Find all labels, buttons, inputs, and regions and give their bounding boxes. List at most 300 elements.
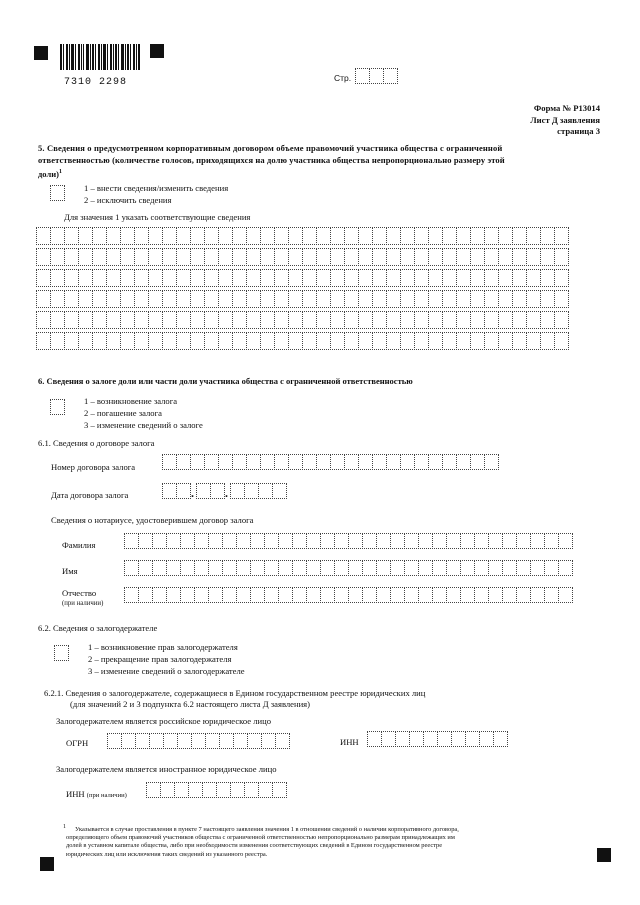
grid-cell[interactable] bbox=[218, 269, 233, 287]
input-cell[interactable] bbox=[152, 587, 167, 603]
input-cell[interactable] bbox=[502, 560, 517, 576]
inn-foreign-field[interactable] bbox=[146, 782, 286, 798]
input-cell[interactable] bbox=[414, 454, 429, 470]
input-cell[interactable] bbox=[348, 587, 363, 603]
grid-cell[interactable] bbox=[358, 227, 373, 245]
grid-cell[interactable] bbox=[456, 290, 471, 308]
input-cell[interactable] bbox=[446, 560, 461, 576]
input-cell[interactable] bbox=[376, 533, 391, 549]
grid-cell[interactable] bbox=[484, 248, 499, 266]
input-cell[interactable] bbox=[516, 587, 531, 603]
grid-cell[interactable] bbox=[526, 227, 541, 245]
grid-cell[interactable] bbox=[330, 311, 345, 329]
grid-cell[interactable] bbox=[274, 269, 289, 287]
grid-row[interactable] bbox=[36, 269, 568, 287]
grid-cell[interactable] bbox=[386, 269, 401, 287]
input-cell[interactable] bbox=[124, 560, 139, 576]
input-cell[interactable] bbox=[344, 454, 359, 470]
grid-cell[interactable] bbox=[232, 248, 247, 266]
grid-cell[interactable] bbox=[190, 269, 205, 287]
input-cell[interactable] bbox=[124, 533, 139, 549]
input-cell[interactable] bbox=[530, 560, 545, 576]
grid-cell[interactable] bbox=[92, 269, 107, 287]
grid-cell[interactable] bbox=[92, 248, 107, 266]
grid-row[interactable] bbox=[36, 311, 568, 329]
grid-cell[interactable] bbox=[372, 290, 387, 308]
grid-cell[interactable] bbox=[246, 227, 261, 245]
input-cell[interactable] bbox=[404, 587, 419, 603]
grid-cell[interactable] bbox=[218, 290, 233, 308]
input-cell[interactable] bbox=[558, 533, 573, 549]
grid-cell[interactable] bbox=[148, 248, 163, 266]
input-cell[interactable] bbox=[232, 454, 247, 470]
input-cell[interactable] bbox=[278, 587, 293, 603]
grid-cell[interactable] bbox=[400, 269, 415, 287]
grid-cell[interactable] bbox=[344, 290, 359, 308]
grid-cell[interactable] bbox=[64, 311, 79, 329]
input-cell[interactable] bbox=[362, 560, 377, 576]
grid-cell[interactable] bbox=[428, 311, 443, 329]
input-cell[interactable] bbox=[292, 587, 307, 603]
grid-cell[interactable] bbox=[554, 227, 569, 245]
grid-cell[interactable] bbox=[162, 290, 177, 308]
grid-cell[interactable] bbox=[470, 269, 485, 287]
grid-cell[interactable] bbox=[498, 290, 513, 308]
grid-cell[interactable] bbox=[204, 248, 219, 266]
patronymic-field[interactable] bbox=[124, 587, 572, 603]
grid-cell[interactable] bbox=[176, 332, 191, 350]
input-cell[interactable] bbox=[334, 587, 349, 603]
grid-cell[interactable] bbox=[498, 269, 513, 287]
grid-cell[interactable] bbox=[106, 269, 121, 287]
grid-cell[interactable] bbox=[470, 248, 485, 266]
input-cell[interactable] bbox=[400, 454, 415, 470]
input-cell[interactable] bbox=[292, 560, 307, 576]
grid-cell[interactable] bbox=[120, 332, 135, 350]
input-cell[interactable] bbox=[320, 587, 335, 603]
grid-cell[interactable] bbox=[64, 269, 79, 287]
input-cell[interactable] bbox=[138, 533, 153, 549]
grid-cell[interactable] bbox=[204, 269, 219, 287]
input-cell[interactable] bbox=[320, 560, 335, 576]
grid-cell[interactable] bbox=[64, 248, 79, 266]
grid-cell[interactable] bbox=[134, 248, 149, 266]
grid-cell[interactable] bbox=[540, 269, 555, 287]
grid-cell[interactable] bbox=[526, 332, 541, 350]
input-cell[interactable] bbox=[372, 454, 387, 470]
grid-cell[interactable] bbox=[344, 311, 359, 329]
grid-cell[interactable] bbox=[64, 332, 79, 350]
input-cell[interactable] bbox=[390, 533, 405, 549]
input-cell[interactable] bbox=[316, 454, 331, 470]
input-cell[interactable] bbox=[202, 782, 217, 798]
grid-cell[interactable] bbox=[92, 227, 107, 245]
input-cell[interactable] bbox=[502, 587, 517, 603]
grid-cell[interactable] bbox=[456, 227, 471, 245]
input-cell[interactable] bbox=[162, 454, 177, 470]
input-cell[interactable] bbox=[194, 587, 209, 603]
grid-cell[interactable] bbox=[414, 332, 429, 350]
grid-cell[interactable] bbox=[442, 332, 457, 350]
grid-cell[interactable] bbox=[442, 248, 457, 266]
grid-cell[interactable] bbox=[64, 290, 79, 308]
input-cell[interactable] bbox=[194, 560, 209, 576]
grid-cell[interactable] bbox=[162, 269, 177, 287]
grid-cell[interactable] bbox=[372, 311, 387, 329]
grid-cell[interactable] bbox=[106, 248, 121, 266]
grid-cell[interactable] bbox=[36, 227, 51, 245]
grid-cell[interactable] bbox=[274, 248, 289, 266]
grid-cell[interactable] bbox=[526, 269, 541, 287]
grid-cell[interactable] bbox=[512, 332, 527, 350]
grid-cell[interactable] bbox=[260, 311, 275, 329]
grid-cell[interactable] bbox=[344, 227, 359, 245]
grid-cell[interactable] bbox=[358, 332, 373, 350]
input-cell[interactable] bbox=[432, 533, 447, 549]
grid-cell[interactable] bbox=[316, 269, 331, 287]
grid-cell[interactable] bbox=[428, 248, 443, 266]
inn-field[interactable] bbox=[367, 731, 507, 747]
grid-cell[interactable] bbox=[78, 227, 93, 245]
grid-cell[interactable] bbox=[288, 269, 303, 287]
grid-cell[interactable] bbox=[526, 311, 541, 329]
input-cell[interactable] bbox=[404, 533, 419, 549]
input-cell[interactable] bbox=[376, 587, 391, 603]
input-cell[interactable] bbox=[247, 733, 262, 749]
grid-row[interactable] bbox=[36, 227, 568, 245]
input-cell[interactable] bbox=[180, 587, 195, 603]
grid-cell[interactable] bbox=[442, 311, 457, 329]
grid-cell[interactable] bbox=[414, 227, 429, 245]
grid-cell[interactable] bbox=[274, 311, 289, 329]
input-cell[interactable] bbox=[264, 587, 279, 603]
grid-cell[interactable] bbox=[50, 311, 65, 329]
input-cell[interactable] bbox=[230, 782, 245, 798]
grid-cell[interactable] bbox=[288, 332, 303, 350]
grid-cell[interactable] bbox=[134, 311, 149, 329]
grid-cell[interactable] bbox=[148, 332, 163, 350]
grid-cell[interactable] bbox=[260, 269, 275, 287]
input-cell[interactable] bbox=[138, 560, 153, 576]
grid-cell[interactable] bbox=[498, 227, 513, 245]
input-cell[interactable] bbox=[530, 587, 545, 603]
input-cell[interactable] bbox=[418, 533, 433, 549]
grid-cell[interactable] bbox=[260, 227, 275, 245]
surname-field[interactable] bbox=[124, 533, 572, 549]
input-cell[interactable] bbox=[222, 587, 237, 603]
input-cell[interactable] bbox=[386, 454, 401, 470]
grid-cell[interactable] bbox=[36, 290, 51, 308]
input-cell[interactable] bbox=[194, 533, 209, 549]
input-cell[interactable] bbox=[474, 533, 489, 549]
input-cell[interactable] bbox=[222, 560, 237, 576]
input-cell[interactable] bbox=[208, 587, 223, 603]
grid-cell[interactable] bbox=[78, 290, 93, 308]
input-cell[interactable] bbox=[246, 454, 261, 470]
grid-cell[interactable] bbox=[414, 311, 429, 329]
input-cell[interactable] bbox=[558, 560, 573, 576]
grid-cell[interactable] bbox=[50, 269, 65, 287]
grid-cell[interactable] bbox=[526, 248, 541, 266]
input-cell[interactable] bbox=[451, 731, 466, 747]
input-cell[interactable] bbox=[205, 733, 220, 749]
section6-2-option-cell[interactable] bbox=[54, 645, 68, 661]
grid-cell[interactable] bbox=[134, 269, 149, 287]
grid-cell[interactable] bbox=[302, 269, 317, 287]
grid-cell[interactable] bbox=[260, 248, 275, 266]
grid-cell[interactable] bbox=[358, 311, 373, 329]
grid-cell[interactable] bbox=[120, 227, 135, 245]
grid-cell[interactable] bbox=[442, 227, 457, 245]
grid-cell[interactable] bbox=[470, 311, 485, 329]
grid-cell[interactable] bbox=[190, 248, 205, 266]
input-cell[interactable] bbox=[135, 733, 150, 749]
input-cell[interactable] bbox=[395, 731, 410, 747]
grid-cell[interactable] bbox=[540, 290, 555, 308]
input-cell[interactable] bbox=[258, 782, 273, 798]
grid-cell[interactable] bbox=[540, 227, 555, 245]
grid-cell[interactable] bbox=[190, 332, 205, 350]
input-cell[interactable] bbox=[216, 782, 231, 798]
grid-cell[interactable] bbox=[484, 227, 499, 245]
input-cell[interactable] bbox=[390, 587, 405, 603]
grid-cell[interactable] bbox=[428, 227, 443, 245]
grid-cell[interactable] bbox=[428, 290, 443, 308]
input-cell[interactable] bbox=[306, 560, 321, 576]
grid-cell[interactable] bbox=[414, 248, 429, 266]
grid-cell[interactable] bbox=[288, 227, 303, 245]
input-cell[interactable] bbox=[244, 782, 259, 798]
grid-cell[interactable] bbox=[386, 227, 401, 245]
input-cell[interactable] bbox=[558, 587, 573, 603]
grid-cell[interactable] bbox=[456, 269, 471, 287]
grid-cell[interactable] bbox=[36, 311, 51, 329]
grid-cell[interactable] bbox=[106, 311, 121, 329]
grid-cell[interactable] bbox=[386, 290, 401, 308]
grid-cell[interactable] bbox=[316, 290, 331, 308]
input-cell[interactable] bbox=[250, 560, 265, 576]
grid-cell[interactable] bbox=[120, 248, 135, 266]
grid-cell[interactable] bbox=[498, 248, 513, 266]
input-cell[interactable] bbox=[418, 560, 433, 576]
grid-cell[interactable] bbox=[512, 248, 527, 266]
grid-cell[interactable] bbox=[470, 290, 485, 308]
input-cell[interactable] bbox=[180, 560, 195, 576]
grid-cell[interactable] bbox=[330, 332, 345, 350]
grid-cell[interactable] bbox=[120, 290, 135, 308]
grid-cell[interactable] bbox=[316, 248, 331, 266]
grid-cell[interactable] bbox=[372, 332, 387, 350]
input-cell[interactable] bbox=[260, 454, 275, 470]
input-cell[interactable] bbox=[423, 731, 438, 747]
input-cell[interactable] bbox=[176, 454, 191, 470]
grid-cell[interactable] bbox=[470, 332, 485, 350]
input-cell[interactable] bbox=[488, 533, 503, 549]
grid-cell[interactable] bbox=[232, 290, 247, 308]
grid-cell[interactable] bbox=[302, 290, 317, 308]
input-cell[interactable] bbox=[166, 587, 181, 603]
grid-cell[interactable] bbox=[540, 311, 555, 329]
input-cell[interactable] bbox=[456, 454, 471, 470]
grid-cell[interactable] bbox=[456, 248, 471, 266]
input-cell[interactable] bbox=[306, 587, 321, 603]
input-cell[interactable] bbox=[432, 587, 447, 603]
grid-cell[interactable] bbox=[78, 248, 93, 266]
grid-cell[interactable] bbox=[540, 332, 555, 350]
input-cell[interactable] bbox=[432, 560, 447, 576]
input-cell[interactable] bbox=[302, 454, 317, 470]
input-cell[interactable] bbox=[152, 560, 167, 576]
grid-cell[interactable] bbox=[92, 332, 107, 350]
grid-cell[interactable] bbox=[176, 227, 191, 245]
grid-cell[interactable] bbox=[470, 227, 485, 245]
grid-cell[interactable] bbox=[50, 248, 65, 266]
grid-cell[interactable] bbox=[162, 332, 177, 350]
grid-cell[interactable] bbox=[232, 227, 247, 245]
grid-cell[interactable] bbox=[554, 332, 569, 350]
ogrn-field[interactable] bbox=[107, 733, 289, 749]
input-cell[interactable] bbox=[428, 454, 443, 470]
grid-cell[interactable] bbox=[190, 290, 205, 308]
input-cell[interactable] bbox=[544, 560, 559, 576]
grid-cell[interactable] bbox=[428, 269, 443, 287]
grid-cell[interactable] bbox=[358, 248, 373, 266]
grid-cell[interactable] bbox=[526, 290, 541, 308]
grid-cell[interactable] bbox=[162, 311, 177, 329]
grid-cell[interactable] bbox=[50, 332, 65, 350]
input-cell[interactable] bbox=[288, 454, 303, 470]
input-cell[interactable] bbox=[474, 560, 489, 576]
grid-cell[interactable] bbox=[190, 227, 205, 245]
input-cell[interactable] bbox=[188, 782, 203, 798]
input-cell[interactable] bbox=[250, 533, 265, 549]
section5-details-grid[interactable] bbox=[36, 227, 568, 353]
grid-cell[interactable] bbox=[148, 311, 163, 329]
input-cell[interactable] bbox=[367, 731, 382, 747]
input-cell[interactable] bbox=[261, 733, 276, 749]
grid-cell[interactable] bbox=[442, 269, 457, 287]
grid-cell[interactable] bbox=[120, 311, 135, 329]
grid-cell[interactable] bbox=[218, 311, 233, 329]
input-cell[interactable] bbox=[376, 560, 391, 576]
grid-cell[interactable] bbox=[400, 332, 415, 350]
grid-cell[interactable] bbox=[330, 269, 345, 287]
grid-cell[interactable] bbox=[162, 248, 177, 266]
input-cell[interactable] bbox=[330, 454, 345, 470]
input-cell[interactable] bbox=[236, 587, 251, 603]
input-cell[interactable] bbox=[348, 533, 363, 549]
grid-cell[interactable] bbox=[246, 332, 261, 350]
input-cell[interactable] bbox=[409, 731, 424, 747]
grid-cell[interactable] bbox=[372, 269, 387, 287]
grid-cell[interactable] bbox=[386, 311, 401, 329]
input-cell[interactable] bbox=[320, 533, 335, 549]
grid-cell[interactable] bbox=[36, 269, 51, 287]
grid-cell[interactable] bbox=[288, 311, 303, 329]
grid-cell[interactable] bbox=[456, 332, 471, 350]
grid-cell[interactable] bbox=[148, 269, 163, 287]
grid-cell[interactable] bbox=[246, 248, 261, 266]
grid-cell[interactable] bbox=[316, 227, 331, 245]
input-cell[interactable] bbox=[149, 733, 164, 749]
input-cell[interactable] bbox=[516, 533, 531, 549]
grid-cell[interactable] bbox=[386, 248, 401, 266]
grid-cell[interactable] bbox=[106, 290, 121, 308]
grid-cell[interactable] bbox=[176, 248, 191, 266]
input-cell[interactable] bbox=[334, 533, 349, 549]
input-cell[interactable] bbox=[272, 782, 287, 798]
grid-cell[interactable] bbox=[512, 227, 527, 245]
grid-cell[interactable] bbox=[414, 290, 429, 308]
input-cell[interactable] bbox=[208, 560, 223, 576]
input-cell[interactable] bbox=[493, 731, 508, 747]
grid-cell[interactable] bbox=[344, 248, 359, 266]
grid-cell[interactable] bbox=[386, 332, 401, 350]
grid-cell[interactable] bbox=[218, 332, 233, 350]
input-cell[interactable] bbox=[488, 587, 503, 603]
grid-cell[interactable] bbox=[400, 311, 415, 329]
input-cell[interactable] bbox=[306, 533, 321, 549]
input-cell[interactable] bbox=[146, 782, 161, 798]
section5-option-cell[interactable] bbox=[50, 185, 64, 201]
grid-cell[interactable] bbox=[316, 311, 331, 329]
grid-cell[interactable] bbox=[232, 311, 247, 329]
grid-cell[interactable] bbox=[372, 227, 387, 245]
grid-row[interactable] bbox=[36, 248, 568, 266]
grid-cell[interactable] bbox=[176, 269, 191, 287]
grid-cell[interactable] bbox=[400, 290, 415, 308]
input-cell[interactable] bbox=[292, 533, 307, 549]
grid-cell[interactable] bbox=[218, 248, 233, 266]
input-cell[interactable] bbox=[219, 733, 234, 749]
grid-cell[interactable] bbox=[484, 332, 499, 350]
grid-cell[interactable] bbox=[456, 311, 471, 329]
grid-cell[interactable] bbox=[246, 269, 261, 287]
grid-cell[interactable] bbox=[274, 332, 289, 350]
input-cell[interactable] bbox=[465, 731, 480, 747]
input-cell[interactable] bbox=[121, 733, 136, 749]
input-cell[interactable] bbox=[442, 454, 457, 470]
input-cell[interactable] bbox=[544, 533, 559, 549]
contract-number-field[interactable] bbox=[162, 454, 498, 470]
grid-cell[interactable] bbox=[484, 269, 499, 287]
input-cell[interactable] bbox=[174, 782, 189, 798]
grid-cell[interactable] bbox=[78, 332, 93, 350]
input-cell[interactable] bbox=[381, 731, 396, 747]
grid-cell[interactable] bbox=[246, 311, 261, 329]
grid-cell[interactable] bbox=[120, 269, 135, 287]
grid-cell[interactable] bbox=[372, 248, 387, 266]
input-cell[interactable] bbox=[177, 733, 192, 749]
input-cell[interactable] bbox=[358, 454, 373, 470]
input-cell[interactable] bbox=[208, 533, 223, 549]
input-cell[interactable] bbox=[418, 587, 433, 603]
grid-cell[interactable] bbox=[344, 332, 359, 350]
grid-cell[interactable] bbox=[358, 269, 373, 287]
input-cell[interactable] bbox=[446, 587, 461, 603]
input-cell[interactable] bbox=[278, 560, 293, 576]
page-number-cells[interactable] bbox=[355, 68, 397, 84]
grid-cell[interactable] bbox=[176, 311, 191, 329]
grid-cell[interactable] bbox=[134, 290, 149, 308]
grid-cell[interactable] bbox=[134, 332, 149, 350]
input-cell[interactable] bbox=[264, 533, 279, 549]
grid-row[interactable] bbox=[36, 332, 568, 350]
grid-cell[interactable] bbox=[400, 248, 415, 266]
grid-cell[interactable] bbox=[344, 269, 359, 287]
input-cell[interactable] bbox=[274, 454, 289, 470]
grid-cell[interactable] bbox=[204, 311, 219, 329]
